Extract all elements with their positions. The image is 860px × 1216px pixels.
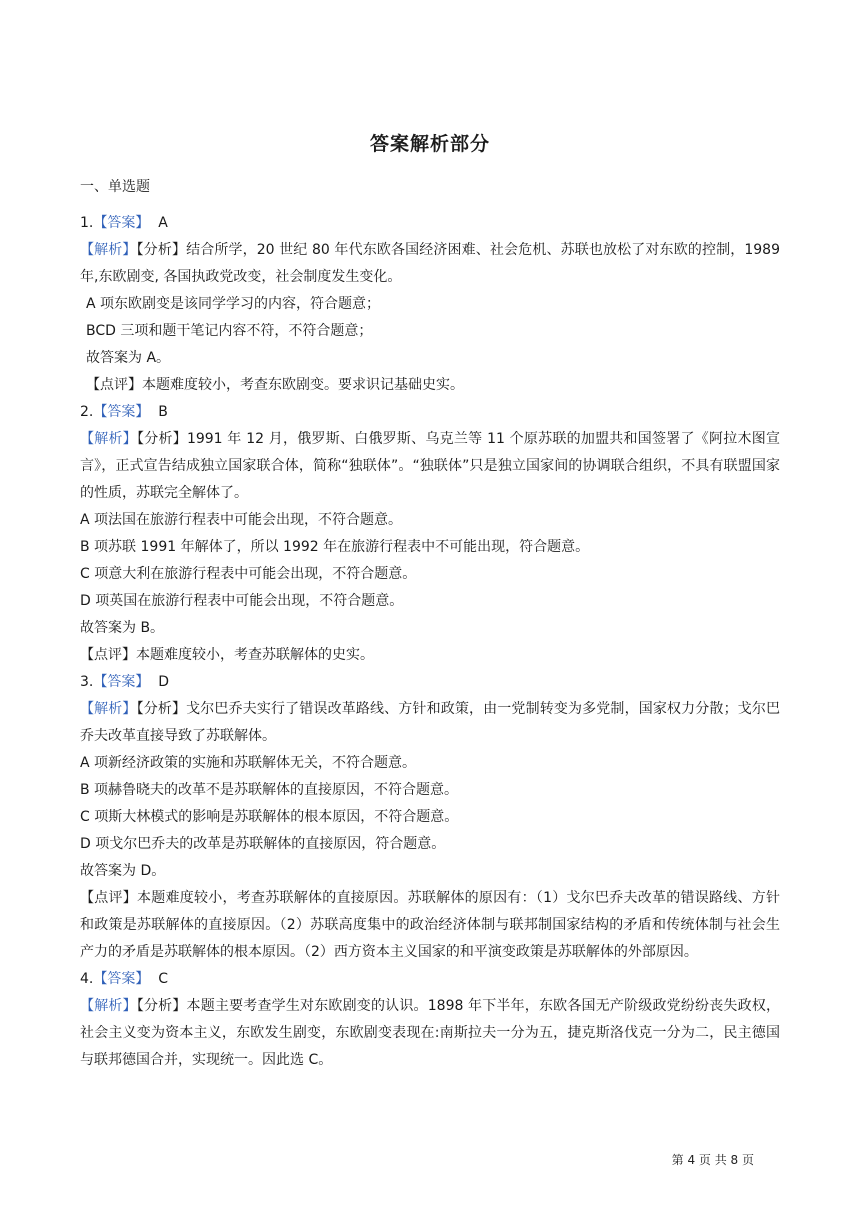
q2-option-c: C 项意大利在旅游行程表中可能会出现，不符合题意。 [80,566,417,582]
q2-analysis-tag: 【解析】 [80,431,137,447]
q2-conclusion: 故答案为 B。 [80,620,165,636]
q3-answer-line [80,669,780,696]
q2-option-b: B 项苏联 1991 年解体了，所以 1992 年在旅游行程表中不可能出现，符合题意。 [80,539,590,555]
q1-analysis [80,237,780,291]
q2-number: 2. [80,404,94,420]
q2-answer: B [158,404,168,420]
q3-number: 3. [80,674,94,690]
q1-number: 1. [80,215,94,231]
q3-analysis [80,696,780,750]
q4-number: 4. [80,971,94,987]
section-heading: 一、单选题 [80,179,150,195]
q3-comment: 【点评】本题难度较小，考查苏联解体的直接原因。苏联解体的原因有：（1）戈尔巴乔夫改革的错误路线、方针和政策是苏联解体的直接原因。（2）苏联高度集中的政治经济体制与联邦制国家结构的矛盾和传统体制与社会生产力的矛盾是苏联解体的根本原因。（2）西方资本主义国家的和平演变政策是苏联解体的外部原因。 [80,890,780,960]
q3-answer: D [158,674,170,690]
q1-analysis-text: 【分析】结合所学，20 世纪 80 年代东欧各国经济困难、社会危机、苏联也放松了对东欧的控制，1989 年,东欧剧变, 各国执政党改变，社会制度发生变化。 [80,242,780,285]
q4-answer-line [80,966,780,993]
q1-comment: 【点评】本题难度较小，考查东欧剧变。要求识记基础史实。 [86,377,464,393]
q1-option-bcd: BCD 三项和题干笔记内容不符，不符合题意； [86,323,373,339]
q1-analysis-tag: 【解析】 [80,242,137,258]
q3-option-c: C 项斯大林模式的影响是苏联解体的根本原因，不符合题意。 [80,809,459,825]
page-title: 答案解析部分 [369,133,490,155]
q3-option-d: D 项戈尔巴乔夫的改革是苏联解体的直接原因，符合题意。 [80,836,446,852]
q2-option-d: D 项英国在旅游行程表中可能会出现，不符合题意。 [80,593,404,609]
q2-option-a: A 项法国在旅游行程表中可能会出现，不符合题意。 [80,512,403,528]
q2-analysis [80,426,780,507]
q3-conclusion: 故答案为 D。 [80,863,166,879]
page-footer: 第 4 页 共 8 页 [671,1153,754,1167]
q3-analysis-text: 【分析】戈尔巴乔夫实行了错误改革路线、方针和政策，由一党制转变为多党制，国家权力分散；戈尔巴乔夫改革直接导致了苏联解体。 [80,701,781,744]
q1-conclusion: 故答案为 A。 [86,350,171,366]
q3-answer-tag: 【答案】 [93,674,150,690]
q1-option-a: A 项东欧剧变是该同学学习的内容，符合题意； [86,296,381,312]
q2-comment: 【点评】本题难度较小，考查苏联解体的史实。 [80,647,374,663]
q4-analysis-tag: 【解析】 [80,998,137,1014]
q1-answer-line [80,210,780,237]
q2-answer-line [80,399,780,426]
q2-answer-tag: 【答案】 [93,404,150,420]
q4-analysis-text: 【分析】本题主要考查学生对东欧剧变的认识。1898 年下半年，东欧各国无产阶级政党纷纷丧失政权，社会主义变为资本主义，东欧发生剧变，东欧剧变表现在:南斯拉夫一分为五，捷克斯洛伐克一分为二，民主德国与联邦德国合并，实现统一。因此选 C。 [80,998,781,1068]
q3-analysis-tag: 【解析】 [80,701,137,717]
q3-option-b: B 项赫鲁晓夫的改革不是苏联解体的直接原因，不符合题意。 [80,782,459,798]
q2-analysis-text: 【分析】1991 年 12 月，俄罗斯、白俄罗斯、乌克兰等 11 个原苏联的加盟共和国签署了《阿拉木图宣言》，正式宣告结成独立国家联合体，简称“独联体”。“独联体”只是独立国家间的协调联合组织，不具有联盟国家的性质，苏联完全解体了。 [80,431,780,501]
q4-answer-tag: 【答案】 [93,971,150,987]
q4-analysis [80,993,780,1074]
q1-answer: A [158,215,168,231]
q4-answer: C [158,971,169,987]
answer-content [80,210,780,1074]
q1-answer-tag: 【答案】 [93,215,150,231]
q3-option-a: A 项新经济政策的实施和苏联解体无关，不符合题意。 [80,755,417,771]
